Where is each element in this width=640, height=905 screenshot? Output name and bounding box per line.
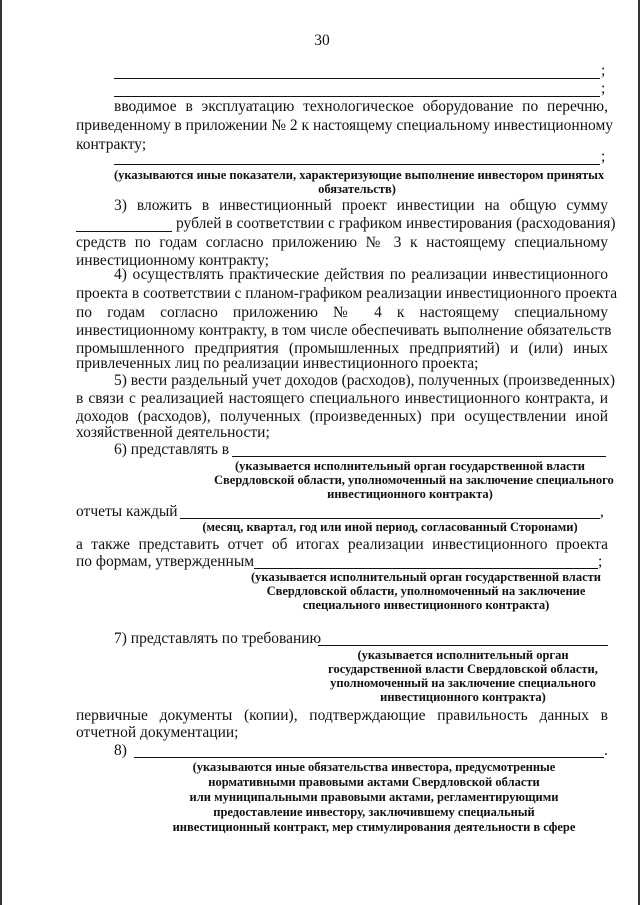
paragraph-line: инвестиционному контракту, в том числе обеспечивать выполнение обязательств [76, 322, 612, 339]
caption: нормативными правовыми актами Свердловской области [208, 775, 540, 789]
paragraph-line: первичные документы (копии), подтверждающие правильность данных в [76, 707, 608, 724]
line-end: ; [601, 148, 606, 165]
caption: инвестиционный контракт, мер стимулирования деятельности в сфере [172, 820, 576, 834]
line-end: ; [598, 553, 603, 570]
blank-line [76, 231, 172, 232]
paragraph-line: доходов (расходов), полученных (произведенных) при осуществлении иной [76, 408, 608, 425]
caption: государственной власти Свердловской области, [328, 662, 598, 676]
paragraph-line: инвестиционному контракту; [76, 252, 269, 269]
blank-line [180, 518, 600, 519]
caption: (указываются иные обязательства инвестора, предусмотренные [192, 760, 556, 774]
caption: обязательств) [318, 182, 396, 196]
caption: Свердловской области, уполномоченный на заключение [266, 584, 586, 598]
paragraph-line: 8) [114, 742, 127, 759]
paragraph-line: рублей в соответствии с графиком инвестирования (расходования) [176, 215, 616, 232]
caption: (указываются иные показатели, характеризующие выполнение инвестором принятых [114, 168, 605, 182]
caption: (указывается исполнительный орган государственной власти [251, 570, 601, 584]
blank-line [114, 78, 600, 79]
caption: инвестиционного контракта) [327, 487, 493, 501]
paragraph-line: хозяйственной деятельности; [76, 424, 270, 441]
caption: инвестиционного контракта) [380, 690, 546, 704]
caption: предоставление инвестору, заключившему специальный [213, 805, 535, 819]
blank-line [134, 757, 604, 758]
paragraph-line: привлеченных лиц по реализации инвестиционного проекта; [76, 355, 479, 372]
caption: или муниципальными правовыми актами, регламентирующими [189, 790, 559, 804]
paragraph-line: 7) представлять по требованию [114, 630, 322, 647]
paragraph-line: а также представить отчет об итогах реализации инвестиционного проекта [76, 536, 608, 553]
blank-line [232, 456, 606, 457]
line-end: ; [601, 62, 606, 79]
caption: Свердловской области, уполномоченный на заключение специального [214, 473, 614, 487]
paragraph-line: 3) вложить в инвестиционный проект инвестиции на общую сумму [114, 197, 608, 214]
caption: (месяц, квартал, год или иной период, согласованный Сторонами) [202, 520, 578, 534]
paragraph-line: контракту; [76, 136, 147, 153]
paragraph-line: 4) осуществлять практические действия по реализации инвестиционного [114, 266, 608, 283]
line-end: . [604, 742, 608, 759]
blank-line [114, 96, 600, 97]
paragraph-line: 5) вести раздельный учет доходов (расходов), полученных (произведенных) [114, 372, 616, 389]
caption: (указывается исполнительный орган [357, 648, 569, 662]
caption: (указывается исполнительный орган государственной власти [235, 459, 585, 473]
line-end: , [600, 503, 604, 520]
paragraph-line: приведенному в приложении № 2 к настоящему специальному инвестиционному [76, 117, 614, 134]
caption: специального инвестиционного контракта) [302, 598, 550, 612]
blank-line [318, 645, 608, 646]
paragraph-line: вводимое в эксплуатацию технологическое оборудование по перечню, [114, 98, 608, 115]
line-end: ; [601, 80, 606, 97]
paragraph-line: отчеты каждый [76, 503, 178, 520]
paragraph-line: проекта в соответствии с планом-графиком реализации инвестиционного проекта [76, 285, 618, 302]
paragraph-line: отчетной документации; [76, 724, 239, 741]
blank-line [254, 568, 598, 569]
paragraph-line: в связи с реализацией настоящего специального инвестиционного контракта, и [76, 390, 608, 407]
paragraph-line: по годам согласно приложению № 4 к настоящему специальному [76, 304, 608, 321]
blank-line [114, 164, 600, 165]
caption: уполномоченный на заключение специального [330, 676, 596, 690]
paragraph-line: по формам, утвержденным [76, 553, 255, 570]
page-number: 30 [314, 32, 330, 49]
paragraph-line: 6) представлять в [114, 441, 230, 458]
paragraph-line: промышленного предприятия (промышленных предприятий) и (или) иных [76, 340, 608, 357]
paragraph-line: средств по годам согласно приложению № 3 к настоящему специальному [76, 234, 608, 251]
